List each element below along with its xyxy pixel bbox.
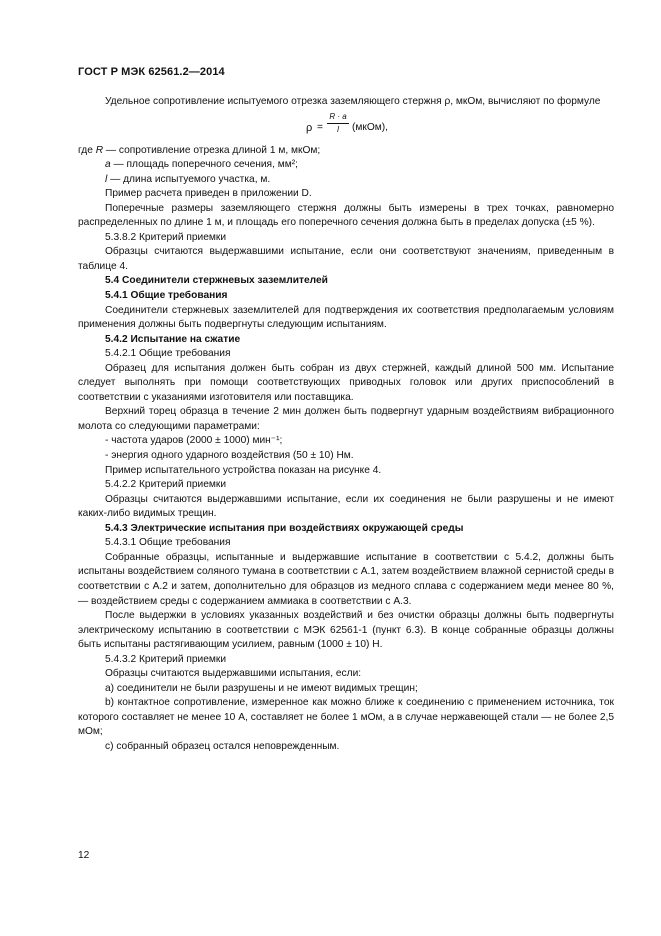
subsection-5422: 5.4.2.2 Критерий приемки — [105, 479, 227, 491]
heading-5-4-1: 5.4.1 Общие требования — [105, 290, 228, 302]
page-number: 12 — [78, 850, 90, 861]
where-r — [78, 144, 614, 159]
document-header: ГОСТ Р МЭК 62561.2—2014 — [78, 66, 225, 78]
subsection-5431: 5.4.3.1 Общие требования — [105, 537, 231, 549]
paragraph-after-exposure: После выдержки в условиях указанных воздействий и без очистки образцы должны быть подвергнуты электрическому испытанию в соответствии с МЭК 62561-1 (пункт 6.3). В конце собранные образцы должны быть испытаны растягивающим усилием, равным (1000 ± 10) Н. — [78, 610, 614, 651]
where-a-text: — площадь поперечного сечения, мм²; — [110, 159, 298, 171]
where-l-text: — длина испытуемого участка, м. — [107, 173, 271, 185]
document-body — [78, 95, 614, 755]
subsection-5421: 5.4.2.1 Общие требования — [105, 348, 231, 360]
heading-5-4-2: 5.4.2 Испытание на сжатие — [105, 333, 241, 345]
heading-5-4: 5.4 Соединители стержневых заземлителей — [105, 275, 328, 287]
paragraph-example: Пример расчета приведен в приложении D. — [105, 188, 312, 200]
list-item-c: с) собранный образец остался неповрежденным. — [105, 740, 340, 752]
formula-fraction — [327, 112, 349, 135]
heading-5-4-3: 5.4.3 Электрические испытания при воздействиях окружающей среды — [105, 522, 464, 534]
formula-rho: ρ — [306, 121, 313, 134]
paragraph-accept-1: Образцы считаются выдержавшими испытание, если они соответствуют значениям, приведенным в таблице 4. — [78, 246, 614, 272]
where-l — [78, 173, 614, 188]
where-prefix: где — [78, 144, 96, 156]
paragraph-5421: Образец для испытания должен быть собран из двух стержней, каждый длиной 500 мм. Испытание следует выполнять при помощи соответствующих приводных головок или других приспособлений в соответствии с указаниями изготовителя или поставщика. — [78, 362, 614, 403]
subsection-5382: 5.3.8.2 Критерий приемки — [105, 231, 227, 243]
paragraph-figure-4: Пример испытательного устройства показан на рисунке 4. — [105, 464, 382, 476]
paragraph-top-end: Верхний торец образца в течение 2 мин должен быть подвергнут ударным воздействиям вибрационного молота со следующими параметрами: — [78, 406, 614, 432]
paragraph-resistivity: Удельное сопротивление испытуемого отрезка заземляющего стержня ρ, мкОм, вычисляют по формуле — [105, 96, 601, 107]
var-a: a — [105, 159, 111, 171]
formula-unit: (мкОм), — [352, 121, 389, 133]
paragraph-5-4-1: Соединители стержневых заземлителей для подтверждения их соответствия предполагаемым условиям применения должны быть подвергнуты следующим испытаниям. — [78, 304, 614, 331]
paragraph-accept-3: Образцы считаются выдержавшими испытания, если: — [105, 668, 362, 680]
var-l: l — [105, 173, 108, 185]
paragraph-accept-2: Образцы считаются выдержавшими испытание, если их соединения не были разрушены и не имеют каких-либо видимых трещин. — [78, 493, 614, 520]
list-item-b: b) контактное сопротивление, измеренное как можно ближе к соединению с применением источника, ток которого составляет не менее 10 А, составляет не более 1 мОм, а в случае нержавеющей стали — не более 2,5 мОм; — [78, 697, 614, 738]
paragraph-5431: Собранные образцы, испытанные и выдержавшие испытание в соответствии с 5.4.2, должны быть испытаны воздействием соляного тумана в соответствии с А.1, затем воздействием влажной сернистой среды в соответствии с А.2 и затем, дополнительно для образцов из медного сплава с содержанием меди менее 80 %, — воздействием среды с содержанием аммиака в соответствии с А.3. — [78, 551, 614, 607]
list-item-energy: - энергия одного ударного воздействия (50 ± 10) Нм. — [105, 450, 354, 462]
where-a — [78, 158, 614, 173]
resistivity-formula — [78, 110, 614, 144]
var-r: R — [95, 144, 104, 156]
paragraph-dimensions: Поперечные размеры заземляющего стержня должны быть измерены в трех точках, равномерно распределенных по длине 1 м, и площадь его поперечного сечения должна быть в пределах допуска (±5 %). — [78, 202, 614, 229]
formula-denominator: l — [337, 124, 339, 134]
where-r-text: — сопротивление отрезка длиной 1 м, мкОм; — [103, 144, 321, 156]
formula-numerator: R · a — [327, 112, 349, 124]
subsection-5432: 5.4.3.2 Критерий приемки — [105, 653, 227, 665]
list-item-a: а) соединители не были разрушены и не имеют видимых трещин; — [105, 682, 418, 694]
list-item-frequency: - частота ударов (2000 ± 1000) мин⁻¹; — [105, 435, 283, 447]
formula-equals: = — [317, 121, 323, 133]
